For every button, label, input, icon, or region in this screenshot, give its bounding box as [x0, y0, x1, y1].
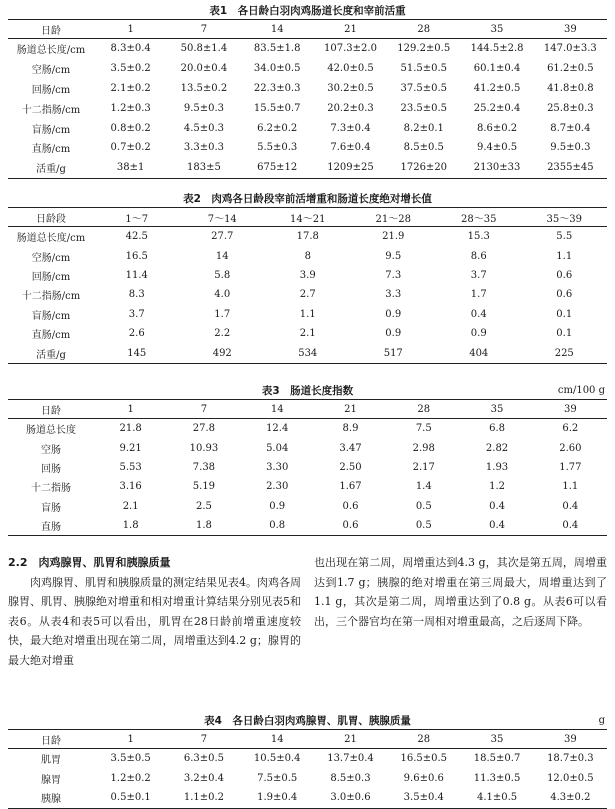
table-cell: 3.30: [266, 461, 289, 473]
column-header: 35: [460, 400, 533, 419]
table-cell: 22.3±0.3: [253, 82, 301, 94]
table-cell: 15.5±0.7: [253, 102, 301, 114]
table-cell: 2.1±0.2: [110, 82, 151, 94]
column-header: 14: [241, 20, 314, 39]
table-cell: 7.3: [385, 269, 402, 281]
table-row: [8, 158, 607, 178]
table-cell: 1.1: [556, 250, 573, 262]
table-cell: 2.30: [266, 481, 289, 493]
column-header: 28～35: [436, 208, 522, 227]
column-header: 35～39: [522, 208, 608, 227]
table-cell: 1.1: [562, 481, 579, 493]
table-cell: 225: [522, 343, 608, 363]
column-header: 7～14: [180, 208, 266, 227]
table-cell: 404: [436, 343, 522, 363]
row-label: 回肠/cm: [31, 271, 71, 283]
table-cell: 0.4: [489, 500, 505, 512]
table-cell: 41.8±0.8: [547, 82, 594, 94]
row-label: 肠道总长度/cm: [16, 45, 86, 57]
column-header: 28: [387, 730, 460, 749]
text-column-left: [8, 553, 301, 671]
table-cell: 3.16: [119, 481, 142, 493]
column-header: 21～28: [351, 208, 437, 227]
table-cell: 675±12: [241, 158, 314, 178]
section-title: 2.2 肉鸡腺胃、肌胃和胰腺质量: [8, 556, 171, 569]
table-cell: 5.19: [192, 481, 216, 493]
table-cell: 1.2±0.3: [110, 102, 151, 114]
table-cell: 2130±33: [460, 158, 533, 178]
table-cell: 30.2±0.5: [327, 82, 374, 94]
table-cell: 4.1±0.5: [460, 788, 533, 808]
table-cell: 2.5: [195, 500, 212, 512]
table-cell: 1.2±0.2: [110, 772, 151, 784]
table-cell: 1.7: [214, 308, 231, 320]
table-cell: 0.5±0.1: [94, 788, 167, 808]
row-label: 肠道总长度/cm: [16, 233, 86, 245]
table4-caption-text: 表4 各日龄白羽肉鸡腺胃、肌胃、胰腺质量: [204, 715, 411, 727]
table-cell: 38±1: [94, 158, 167, 178]
row-label: 空肠/cm: [31, 252, 71, 264]
table-cell: 8.7±0.4: [550, 122, 591, 134]
table-row: [8, 305, 607, 324]
table-cell: 7.5±0.5: [257, 772, 298, 784]
table-cell: 21.8: [119, 423, 142, 435]
row-label: 肠道总长度: [26, 425, 76, 437]
header-row: [8, 730, 607, 749]
table4: [8, 729, 607, 809]
table-cell: 1.7: [470, 289, 487, 301]
table1-caption-text: 表1 各日龄白羽肉鸡肠道长度和宰前活重: [209, 5, 406, 17]
table-cell: 5.5±0.3: [257, 142, 298, 154]
table4-block: [8, 713, 607, 809]
table-cell: 18.5±0.7: [473, 753, 521, 765]
column-header: 日龄段: [8, 208, 94, 227]
table-cell: 13.7±0.4: [327, 753, 374, 765]
table3: [8, 399, 607, 536]
table-row: [8, 419, 607, 439]
table-row: [8, 769, 607, 789]
table-cell: 2.17: [412, 461, 435, 473]
table-cell: 6.3±0.5: [183, 753, 225, 765]
table-cell: 1.1±0.2: [167, 788, 240, 808]
table-cell: 0.9: [385, 308, 402, 320]
table-cell: 17.8: [296, 231, 319, 243]
table-cell: 7.38: [192, 461, 216, 473]
table-cell: 9.5±0.3: [550, 142, 591, 154]
table-cell: 0.5: [415, 500, 432, 512]
table-cell: 7.6±0.4: [330, 142, 371, 154]
table-cell: 107.3±2.0: [324, 43, 377, 55]
column-header: 21: [314, 20, 387, 39]
table-cell: 2.60: [559, 442, 582, 454]
column-header: 1～7: [94, 208, 180, 227]
table-cell: 145: [94, 343, 180, 363]
table-cell: 10.93: [189, 442, 219, 454]
table-cell: 2.1: [299, 328, 316, 340]
table-cell: 0.1: [556, 328, 573, 340]
table-cell: 0.9: [470, 328, 487, 340]
row-label: 肌胃: [41, 755, 61, 767]
column-header: 日龄: [8, 20, 94, 39]
table-cell: 37.5±0.5: [400, 82, 448, 94]
table-cell: 0.5: [387, 516, 460, 536]
table-cell: 1726±20: [387, 158, 460, 178]
table-cell: 3.5±0.5: [110, 753, 151, 765]
table-cell: 11.4: [125, 269, 148, 281]
table-cell: 3.47: [339, 442, 362, 454]
column-header: 7: [167, 20, 240, 39]
table-row: [8, 266, 607, 285]
column-header: 21: [314, 400, 387, 419]
table-cell: 2355±45: [534, 158, 607, 178]
table-cell: 1.4: [415, 481, 432, 493]
table-row: [8, 227, 607, 247]
row-label: 活重/g: [8, 343, 94, 363]
table-cell: 9.5±0.3: [183, 102, 225, 114]
table-cell: 23.5±0.5: [400, 102, 448, 114]
table2-caption: [8, 191, 607, 207]
header-row: [8, 208, 607, 227]
table-cell: 14: [215, 250, 229, 262]
table-cell: 1.8: [94, 516, 167, 536]
table-row: [8, 285, 607, 304]
table-cell: 3.5±0.2: [110, 63, 151, 75]
table-cell: 4.5±0.3: [183, 122, 225, 134]
table-cell: 534: [265, 343, 351, 363]
table4-unit: g: [598, 715, 605, 726]
table-cell: 0.8±0.2: [110, 122, 151, 134]
table-cell: 0.1: [556, 308, 573, 320]
table-cell: 1.2: [489, 481, 505, 493]
row-label: 直肠/cm: [31, 144, 71, 156]
table-cell: 16.5: [125, 250, 148, 262]
table-cell: 25.2±0.4: [473, 102, 521, 114]
table-cell: 0.8: [241, 516, 314, 536]
column-header: 7: [167, 400, 240, 419]
table3-caption-text: 表3 肠道长度指数: [261, 385, 354, 397]
row-label: 空肠/cm: [31, 65, 71, 77]
table-cell: 517: [351, 343, 437, 363]
table-row: [8, 477, 607, 496]
table-cell: 492: [180, 343, 266, 363]
row-label: 空肠: [41, 444, 61, 456]
table2: [8, 207, 607, 364]
table-cell: 0.4: [534, 516, 607, 536]
row-label: 十二指肠: [31, 483, 71, 495]
table-cell: 8.2±0.1: [403, 122, 444, 134]
table-cell: 27.8: [192, 423, 216, 435]
row-label: 直肠: [8, 516, 94, 536]
table-cell: 12.0±0.5: [547, 772, 594, 784]
table-row: [8, 59, 607, 79]
table-cell: 8.6: [470, 250, 487, 262]
table-cell: 8.3±0.4: [110, 43, 151, 55]
table-cell: 8.3: [128, 289, 145, 301]
header-row: [8, 20, 607, 39]
table-cell: 1209±25: [314, 158, 387, 178]
section-2-2: [8, 553, 607, 693]
column-header: 日龄: [8, 730, 94, 749]
table-cell: 42.0±0.5: [327, 63, 374, 75]
paragraph-left: 肉鸡腺胃、肌胃和胰腺质量的测定结果见表4。肉鸡各周腺胃、肌胃、胰腺绝对增重和相对增重计算结果分别见表5和表6。从表4和表5可以看出，肌胃在28日龄前增重速度较快，最大绝对增重出现在第二周，周增重达到4.2 g；腺胃的最大绝对增重: [8, 575, 301, 667]
table-cell: 5.5: [556, 231, 573, 243]
table-cell: 2.2: [214, 328, 231, 340]
table-cell: 42.5: [125, 231, 148, 243]
header-row: [8, 400, 607, 419]
table-cell: 6.2±0.2: [257, 122, 298, 134]
table-row: [8, 39, 607, 59]
table-cell: 2.98: [412, 442, 435, 454]
table-cell: 0.6: [314, 516, 387, 536]
table3-block: [8, 383, 607, 536]
row-label: 盲肠/cm: [31, 310, 71, 322]
table3-caption: [8, 383, 607, 399]
table-cell: 5.04: [266, 442, 289, 454]
table-cell: 8.5±0.5: [403, 142, 444, 154]
table-cell: 50.8±1.4: [180, 43, 228, 55]
row-label: 回肠: [41, 463, 61, 475]
column-header: 35: [460, 20, 533, 39]
column-header: 39: [534, 400, 607, 419]
row-label: 腺胃: [41, 774, 61, 786]
table-cell: 21.9: [382, 231, 405, 243]
table-cell: 7.5: [415, 423, 432, 435]
table-cell: 2.7: [299, 289, 316, 301]
table-cell: 20.0±0.4: [180, 63, 228, 75]
column-header: 14～21: [265, 208, 351, 227]
table-cell: 8.9: [342, 423, 359, 435]
row-label: 十二指肠/cm: [21, 291, 81, 303]
table-cell: 60.1±0.4: [473, 63, 521, 75]
table-cell: 1.77: [559, 461, 582, 473]
table2-block: [8, 191, 607, 364]
table-row: [8, 749, 607, 769]
table-cell: 1.1: [299, 308, 316, 320]
column-header: 1: [94, 400, 167, 419]
column-header: 1: [94, 20, 167, 39]
column-header: 39: [534, 730, 607, 749]
table-row: [8, 138, 607, 158]
table-cell: 4.3±0.2: [534, 788, 607, 808]
table-cell: 2.50: [339, 461, 362, 473]
table-cell: 8: [304, 250, 311, 262]
table-cell: 41.2±0.5: [473, 82, 521, 94]
table-cell: 0.4: [470, 308, 487, 320]
table-cell: 6.2: [562, 423, 579, 435]
column-header: 日龄: [8, 400, 94, 419]
table-cell: 10.5±0.4: [253, 753, 301, 765]
table-cell: 3.2±0.4: [183, 772, 225, 784]
table-cell: 5.53: [119, 461, 142, 473]
table-cell: 9.5: [385, 250, 402, 262]
table-cell: 0.9: [269, 500, 286, 512]
table-row: [8, 246, 607, 265]
column-header: 39: [534, 20, 607, 39]
row-label: 直肠/cm: [31, 330, 71, 342]
table-cell: 3.3±0.3: [183, 142, 225, 154]
table-row: [8, 516, 607, 536]
column-header: 14: [241, 730, 314, 749]
table-cell: 9.6±0.6: [403, 772, 444, 784]
row-label: 活重/g: [8, 158, 94, 178]
table-cell: 3.5±0.4: [387, 788, 460, 808]
table-cell: 0.6: [556, 289, 573, 301]
table-cell: 15.3: [467, 231, 490, 243]
table-cell: 2.6: [128, 328, 145, 340]
table-cell: 3.0±0.6: [314, 788, 387, 808]
table-cell: 1.9±0.4: [241, 788, 314, 808]
column-header: 7: [167, 730, 240, 749]
table-cell: 83.5±1.8: [253, 43, 301, 55]
table4-caption: [8, 713, 607, 729]
table-cell: 51.5±0.5: [400, 63, 448, 75]
table-row: [8, 324, 607, 343]
table-cell: 13.5±0.2: [180, 82, 228, 94]
table-cell: 5.8: [214, 269, 231, 281]
table-row: [8, 118, 607, 138]
table-cell: 12.4: [266, 423, 289, 435]
paragraph-right: 也出现在第二周，周增重达到4.3 g，其次是第五周，周增重达到1.7 g；胰腺的绝对增重在第三周最大，周增重达到了1.1 g，其次是第二周，周增重达到了0.8 g。从表6可以看出，三个器官均在第一周相对增重最高，之后逐周下降。: [314, 556, 607, 628]
table-cell: 25.8±0.3: [547, 102, 594, 114]
table-cell: 4.0: [214, 289, 231, 301]
table-row: [8, 79, 607, 99]
table-cell: 16.5±0.5: [400, 753, 448, 765]
table-row: [8, 497, 607, 516]
table-cell: 3.3: [385, 289, 402, 301]
table-row: [8, 438, 607, 457]
table-cell: 3.9: [299, 269, 316, 281]
column-header: 28: [387, 400, 460, 419]
column-header: 1: [94, 730, 167, 749]
table-cell: 0.9: [385, 328, 402, 340]
table-row: [8, 788, 607, 808]
row-label: 盲肠/cm: [31, 124, 71, 136]
table-cell: 1.67: [339, 481, 362, 493]
row-label: 盲肠: [41, 502, 61, 514]
table-cell: 7.3±0.4: [330, 122, 371, 134]
table-cell: 8.6±0.2: [476, 122, 518, 134]
text-column-right: [314, 553, 607, 631]
table-cell: 0.7±0.2: [110, 142, 151, 154]
row-label: 回肠/cm: [31, 84, 71, 96]
column-header: 35: [460, 730, 533, 749]
table-cell: 11.3±0.5: [473, 772, 521, 784]
column-header: 14: [241, 400, 314, 419]
table-cell: 3.7: [128, 308, 145, 320]
table1: [8, 19, 607, 179]
table-cell: 27.7: [211, 231, 234, 243]
table-cell: 2.1: [122, 500, 139, 512]
table-cell: 34.0±0.5: [253, 63, 301, 75]
column-header: 21: [314, 730, 387, 749]
row-label: 十二指肠/cm: [21, 104, 81, 116]
table-cell: 9.21: [119, 442, 142, 454]
table1-caption: [8, 3, 607, 19]
table-row: [8, 458, 607, 477]
table-row: [8, 343, 607, 363]
table-cell: 2.82: [485, 442, 509, 454]
row-label: 胰腺: [8, 788, 94, 808]
table-cell: 0.4: [460, 516, 533, 536]
table-cell: 147.0±3.3: [543, 43, 597, 55]
table-cell: 9.4±0.5: [476, 142, 518, 154]
table-cell: 144.5±2.8: [470, 43, 524, 55]
table2-caption-text: 表2 肉鸡各日龄段宰前活增重和肠道长度绝对增长值: [183, 193, 432, 205]
table-cell: 0.6: [342, 500, 359, 512]
table-cell: 20.2±0.3: [327, 102, 374, 114]
table-cell: 61.2±0.5: [547, 63, 594, 75]
table-cell: 0.6: [556, 269, 573, 281]
table-cell: 8.5±0.3: [330, 772, 371, 784]
table-cell: 1.93: [485, 461, 509, 473]
table3-unit: cm/100 g: [557, 385, 605, 396]
table-cell: 1.8: [167, 516, 240, 536]
table-cell: 6.8: [489, 423, 505, 435]
table-cell: 129.2±0.5: [397, 43, 451, 55]
table-cell: 183±5: [167, 158, 240, 178]
table-cell: 3.7: [470, 269, 487, 281]
column-header: 28: [387, 20, 460, 39]
table-cell: 0.4: [562, 500, 579, 512]
table1-block: [8, 3, 607, 179]
table-cell: 18.7±0.3: [547, 753, 594, 765]
table-row: [8, 98, 607, 118]
